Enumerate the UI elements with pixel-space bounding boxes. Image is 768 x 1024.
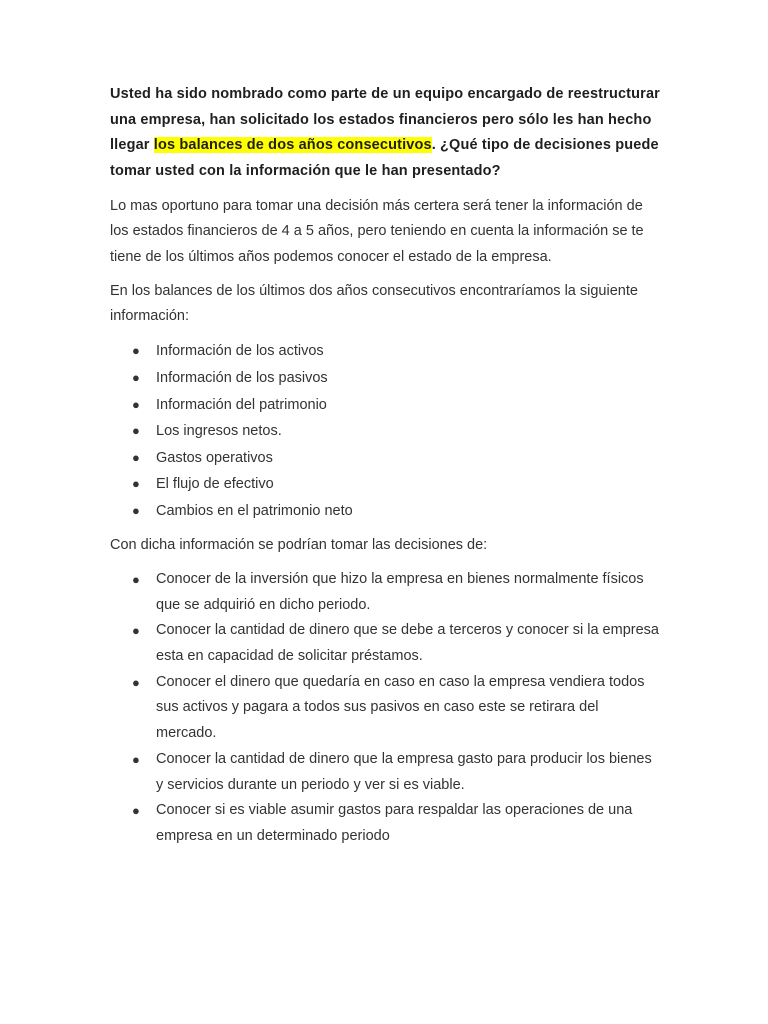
list-item xyxy=(110,618,660,669)
bullet-icon: ● xyxy=(132,503,140,519)
bullet-icon: ● xyxy=(132,751,140,767)
question-text-before: Usted ha sido nombrado como parte de un equipo encargado de reestructurar una empresa, han solicitado los estados financieros pero sólo les han hecho llegar xyxy=(110,86,660,153)
list-item xyxy=(110,338,660,365)
bullet-icon: ● xyxy=(132,476,140,492)
list-item-text: El flujo de efectivo xyxy=(156,476,274,493)
list-item xyxy=(110,445,660,472)
list-item-text: Conocer si es viable asumir gastos para respaldar las operaciones de una empresa en un determinado periodo xyxy=(156,802,633,844)
list-item-text: Conocer la cantidad de dinero que se debe a terceros y conocer si la empresa esta en capacidad de solicitar préstamos. xyxy=(156,622,659,665)
question-heading xyxy=(110,82,660,184)
list-item-text: Conocer el dinero que quedaría en caso en caso la empresa vendiera todos sus activos y pagara a todos sus pasivos en caso este se retirara del mercado. xyxy=(156,673,645,742)
list-item xyxy=(110,747,660,798)
bullet-icon: ● xyxy=(132,423,140,439)
list-item xyxy=(110,798,660,849)
bullet-icon: ● xyxy=(132,674,140,690)
document-content xyxy=(110,82,660,858)
decisions-list xyxy=(110,567,660,850)
list-item-text: Conocer la cantidad de dinero que la empresa gasto para producir los bienes y servicios durante un periodo y ver si es viable. xyxy=(156,750,652,793)
list-item xyxy=(110,418,660,445)
paragraph-balances: En los balances de los últimos dos años consecutivos encontraríamos la siguiente información: xyxy=(110,282,638,325)
list-item xyxy=(110,392,660,419)
list-item-text: Información de los activos xyxy=(156,343,324,360)
list-item-text: Conocer de la inversión que hizo la empresa en bienes normalmente físicos que se adquirió en dicho periodo. xyxy=(156,570,644,613)
list-item-text: Información del patrimonio xyxy=(156,396,327,413)
bullet-icon: ● xyxy=(132,623,140,639)
bullet-icon: ● xyxy=(132,449,140,465)
list-item xyxy=(110,471,660,498)
information-list xyxy=(110,338,660,524)
bullet-icon: ● xyxy=(132,343,140,359)
list-item-text: Información de los pasivos xyxy=(156,370,328,387)
list-item xyxy=(110,567,660,618)
list-item-text: Gastos operativos xyxy=(156,449,273,466)
bullet-icon: ● xyxy=(132,571,140,587)
list-item xyxy=(110,365,660,392)
question-highlight: los balances de dos años consecutivos xyxy=(153,137,432,153)
list-item-text: Cambios en el patrimonio neto xyxy=(156,503,353,520)
bullet-icon: ● xyxy=(132,396,140,412)
list-item xyxy=(110,498,660,525)
list-item-text: Los ingresos netos. xyxy=(156,423,282,440)
bullet-icon: ● xyxy=(132,803,140,819)
question-text-after: . ¿Qué tipo de decisiones puede tomar usted con la información que le han presentado? xyxy=(110,137,659,179)
list-item xyxy=(110,670,660,747)
bullet-icon: ● xyxy=(132,370,140,386)
paragraph-decisions: Con dicha información se podrían tomar las decisiones de: xyxy=(110,536,488,553)
paragraph-intro: Lo mas oportuno para tomar una decisión más certera será tener la información de los estados financieros de 4 a 5 años, pero teniendo en cuenta la información se te tiene de los últimos años podemos conocer el estado de la empresa. xyxy=(110,198,644,265)
